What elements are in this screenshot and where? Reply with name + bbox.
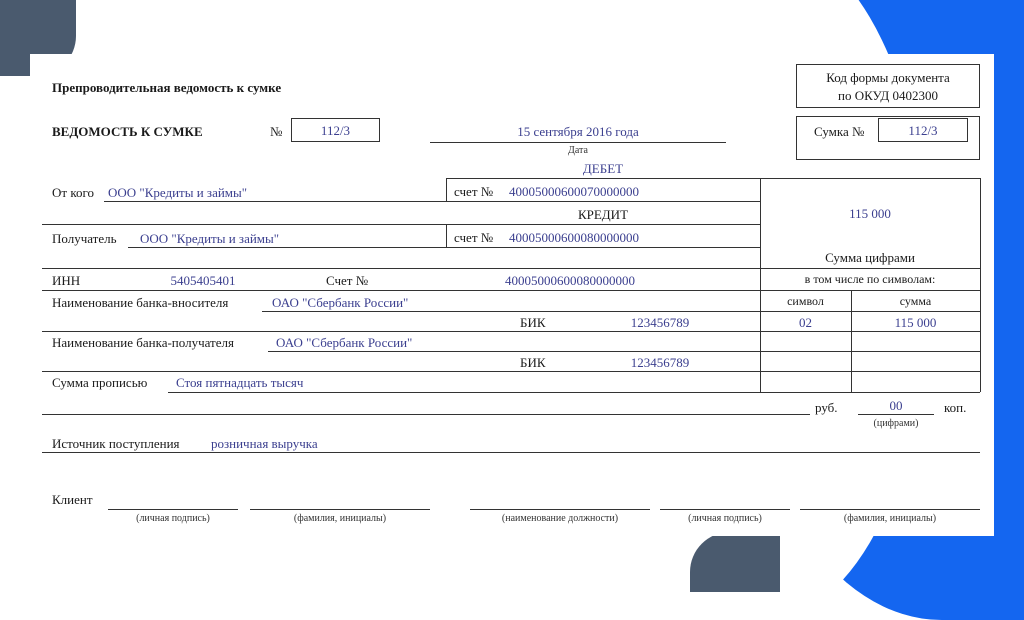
recipient-line <box>128 247 446 248</box>
sig-caption-3: (наименование должности) <box>501 513 619 524</box>
signature-line <box>800 509 980 510</box>
rub-label: руб. <box>815 400 838 415</box>
number-sign: № <box>270 124 283 139</box>
grid-line <box>42 371 980 372</box>
sum-words-value: Стоя пятнадцать тысяч <box>176 375 304 390</box>
signature-line <box>660 509 790 510</box>
client-label: Клиент <box>52 492 93 507</box>
amount-header: сумма <box>899 294 932 308</box>
account-value-3: 40005000600080000000 <box>505 273 635 288</box>
grid-line <box>42 224 760 225</box>
grid-line <box>760 311 980 312</box>
grid-line <box>446 178 447 201</box>
grid-line <box>760 392 980 393</box>
grid-line <box>980 178 981 392</box>
statement-number: 112/3 <box>320 123 351 138</box>
digits-caption: (цифрами) <box>873 418 919 429</box>
inn-label: ИНН <box>52 273 81 288</box>
bik-label-1: БИК <box>520 315 546 330</box>
kop-label: коп. <box>944 400 967 415</box>
recipient-bank-line <box>268 351 760 352</box>
recipient-bank-value: ОАО "Сбербанк России" <box>276 335 413 350</box>
including-by-symbols: в том числе по символам: <box>804 272 936 286</box>
bik-label-2: БИК <box>520 355 546 370</box>
from-line <box>104 201 446 202</box>
form-title: Препроводительная ведомость к сумке <box>52 80 282 95</box>
recipient-label: Получатель <box>52 231 117 246</box>
slide-slate-corner-bottom <box>690 532 780 592</box>
sum-digits-caption: Сумма цифрами <box>825 250 915 265</box>
amount-value: 115 000 <box>894 315 937 330</box>
account-label-3: Счет № <box>326 273 369 288</box>
inn-value: 5405405401 <box>170 273 236 288</box>
grid-line <box>446 247 760 248</box>
grid-line <box>446 224 447 247</box>
source-value: розничная выручка <box>211 436 318 451</box>
signature-line <box>470 509 650 510</box>
grid-line <box>446 178 980 179</box>
sum-value: 115 000 <box>849 206 891 221</box>
symbol-header: символ <box>787 294 824 308</box>
kop-line <box>858 414 934 415</box>
sum-words-line-2 <box>42 414 810 415</box>
recipient-value: ООО "Кредиты и займы" <box>140 231 280 246</box>
form-code-line1: Код формы документа <box>826 70 950 85</box>
form-code-line2: по ОКУД 0402300 <box>837 88 938 103</box>
recipient-bank-label: Наименование банка-получателя <box>52 335 234 350</box>
kop-value: 00 <box>889 398 903 413</box>
grid-line <box>42 331 980 332</box>
sum-words-line <box>168 392 760 393</box>
account-value-2: 40005000600080000000 <box>509 230 639 245</box>
signature-line <box>250 509 430 510</box>
signature-line <box>108 509 238 510</box>
depositor-bank-label: Наименование банка-вносителя <box>52 295 229 310</box>
sig-caption-4: (личная подпись) <box>688 513 762 524</box>
bik-value-1: 123456789 <box>630 315 690 330</box>
account-value-1: 40005000600070000000 <box>509 184 639 199</box>
credit-label: КРЕДИТ <box>577 207 629 222</box>
depositor-bank-line <box>262 311 760 312</box>
bag-number: 112/3 <box>908 123 938 138</box>
from-value: ООО "Кредиты и займы" <box>108 185 248 200</box>
date-caption: Дата <box>568 145 588 156</box>
statement-label: ВЕДОМОСТЬ К СУМКЕ <box>52 124 203 139</box>
account-label-1: счет № <box>454 184 494 199</box>
symbol-value: 02 <box>799 315 812 330</box>
grid-line <box>42 268 980 269</box>
debit-label: ДЕБЕТ <box>582 161 624 176</box>
source-label: Источник поступления <box>52 436 180 451</box>
grid-line <box>446 201 760 202</box>
account-label-2: счет № <box>454 230 494 245</box>
bik-value-2: 123456789 <box>630 355 690 370</box>
date-value: 15 сентября 2016 года <box>517 124 639 139</box>
depositor-bank-value: ОАО "Сбербанк России" <box>272 295 409 310</box>
sum-words-label: Сумма прописью <box>52 375 148 390</box>
date-line <box>430 142 726 143</box>
sig-caption-5: (фамилия, инициалы) <box>843 513 937 524</box>
from-label: От кого <box>52 185 94 200</box>
grid-line <box>42 290 980 291</box>
grid-line <box>760 351 980 352</box>
bag-label: Сумка № <box>814 124 865 139</box>
source-line <box>42 452 980 453</box>
sig-caption-2: (фамилия, инициалы) <box>293 513 387 524</box>
sig-caption-1: (личная подпись) <box>136 513 210 524</box>
